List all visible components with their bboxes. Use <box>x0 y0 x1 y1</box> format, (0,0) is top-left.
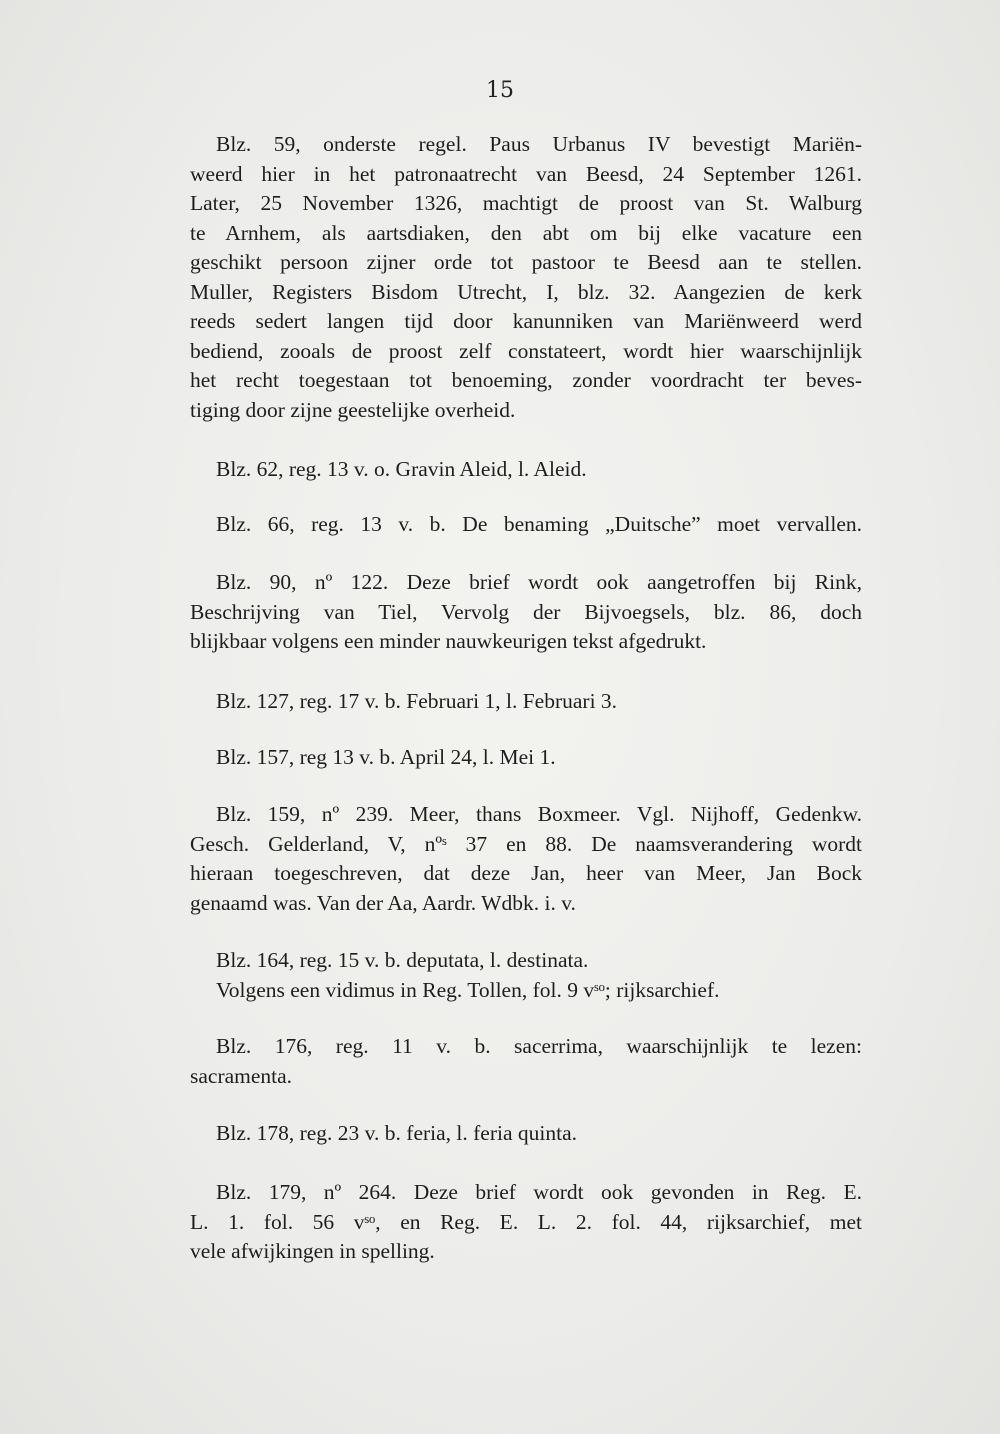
entry-blz59 <box>190 130 862 425</box>
text-line: Muller, Registers Bisdom Utrecht, I, blz. 32. Aangezien de kerk <box>190 279 862 304</box>
entry-blz62 <box>190 455 862 485</box>
text-line: Blz. 66, reg. 13 v. b. De benaming „Duitsche” moet vervallen. <box>216 512 862 536</box>
text-line: tiging door zijne geestelijke overheid. <box>190 397 516 422</box>
entry-blz164 <box>190 946 862 1005</box>
text-line: reeds sedert langen tijd door kanunniken van Mariënweerd werd <box>190 309 862 333</box>
text-line: weerd hier in het patronaatrecht van Beesd, 24 September 1261. <box>190 161 862 186</box>
entry-blz179 <box>190 1178 862 1267</box>
text-line: L. 1. fol. 56 vˢᵒ, en Reg. E. L. 2. fol. 44, rijksarchief, met <box>190 1209 862 1234</box>
text-line: sacramenta. <box>190 1063 293 1088</box>
text-line: Beschrijving van Tiel, Vervolg der Bijvoegsels, blz. 86, doch <box>190 599 862 624</box>
entry-blz157 <box>190 743 862 773</box>
text-line: Blz. 59, onderste regel. Paus Urbanus IV bevestigt Mariën- <box>216 132 862 156</box>
text-line: blijkbaar volgens een minder nauwkeurigen tekst afgedrukt. <box>190 629 707 653</box>
text-line: Later, 25 November 1326, machtigt de proost van St. Walburg <box>190 191 862 215</box>
entry-blz66 <box>190 510 862 540</box>
text-line: Blz. 164, reg. 15 v. b. deputata, l. destinata. <box>216 948 589 972</box>
entry-blz178 <box>190 1119 862 1149</box>
entry-blz90 <box>190 568 862 657</box>
text-line: Blz. 62, reg. 13 v. o. Gravin Aleid, l. Aleid. <box>216 457 587 481</box>
text-line: Blz. 159, nº 239. Meer, thans Boxmeer. Vgl. Nijhoff, Gedenkw. <box>216 802 862 826</box>
entry-blz176 <box>190 1032 862 1091</box>
text-line: het recht toegestaan tot benoeming, zonder voordracht ter beves- <box>190 368 862 392</box>
text-line: Volgens een vidimus in Reg. Tollen, fol. 9 vˢᵒ; rijksarchief. <box>216 977 720 1002</box>
text-line: genaamd was. Van der Aa, Aardr. Wdbk. i. v. <box>190 890 576 915</box>
text-line: Blz. 90, nº 122. Deze brief wordt ook aangetroffen bij Rink, <box>216 570 862 594</box>
entry-blz159 <box>190 800 862 918</box>
text-line: te Arnhem, als aartsdiaken, den abt om bij elke vacature een <box>190 220 862 245</box>
text-line: Blz. 179, nº 264. Deze brief wordt ook gevonden in Reg. E. <box>216 1180 862 1204</box>
text-line: geschikt persoon zijner orde tot pastoor te Beesd aan te stellen. <box>190 250 862 274</box>
text-line: hieraan toegeschreven, dat deze Jan, heer van Meer, Jan Bock <box>190 861 862 885</box>
entry-blz127 <box>190 687 862 717</box>
page-number: 15 <box>486 78 514 103</box>
text-line: Gesch. Gelderland, V, nºˢ 37 en 88. De naamsverandering wordt <box>190 831 862 856</box>
text-line: Blz. 127, reg. 17 v. b. Februari 1, l. Februari 3. <box>216 689 618 713</box>
text-line: Blz. 178, reg. 23 v. b. feria, l. feria quinta. <box>216 1121 578 1145</box>
text-line: bediend, zooals de proost zelf constateert, wordt hier waarschijnlijk <box>190 338 862 363</box>
text-line: Blz. 157, reg 13 v. b. April 24, l. Mei 1. <box>216 745 556 769</box>
text-line: vele afwijkingen in spelling. <box>190 1239 435 1263</box>
text-line: Blz. 176, reg. 11 v. b. sacerrima, waarschijnlijk te lezen: <box>216 1034 862 1058</box>
